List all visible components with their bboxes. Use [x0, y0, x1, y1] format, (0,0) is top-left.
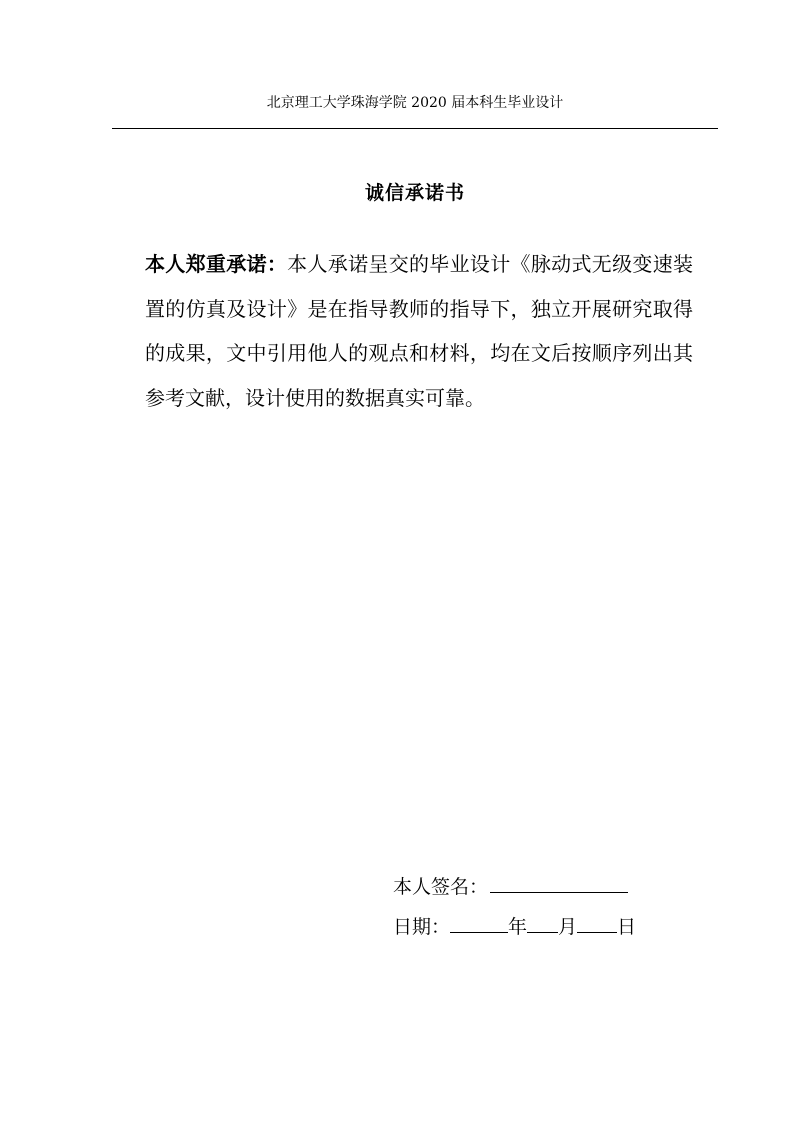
signature-row — [393, 867, 693, 907]
year-label: 年 — [508, 916, 528, 938]
year-blank — [450, 910, 508, 933]
date-label: 日期： — [393, 916, 451, 938]
signature-blank — [490, 870, 628, 893]
signature-block — [393, 867, 693, 947]
document-title: 诚信承诺书 — [364, 182, 465, 204]
pledge-body: 本人承诺呈交的毕业设计《脉动式无级变速装置的仿真及设计》是在指导教师的指导下，独立开展研究取得的成果，文中引用他人的观点和材料，均在文后按顺序列出其参考文献，设计使用的数据真实可靠。 — [145, 252, 694, 410]
header-divider — [112, 128, 718, 129]
pledge-paragraph — [145, 242, 693, 420]
month-label: 月 — [558, 916, 578, 938]
month-blank — [527, 910, 558, 933]
date-row — [393, 907, 693, 947]
page-header: 北京理工大学珠海学院 2020 届本科生毕业设计 — [266, 95, 564, 111]
signature-label: 本人签名： — [393, 876, 489, 898]
day-blank — [577, 910, 617, 933]
pledge-lead: 本人郑重承诺： — [145, 252, 288, 276]
day-label: 日 — [617, 916, 637, 938]
